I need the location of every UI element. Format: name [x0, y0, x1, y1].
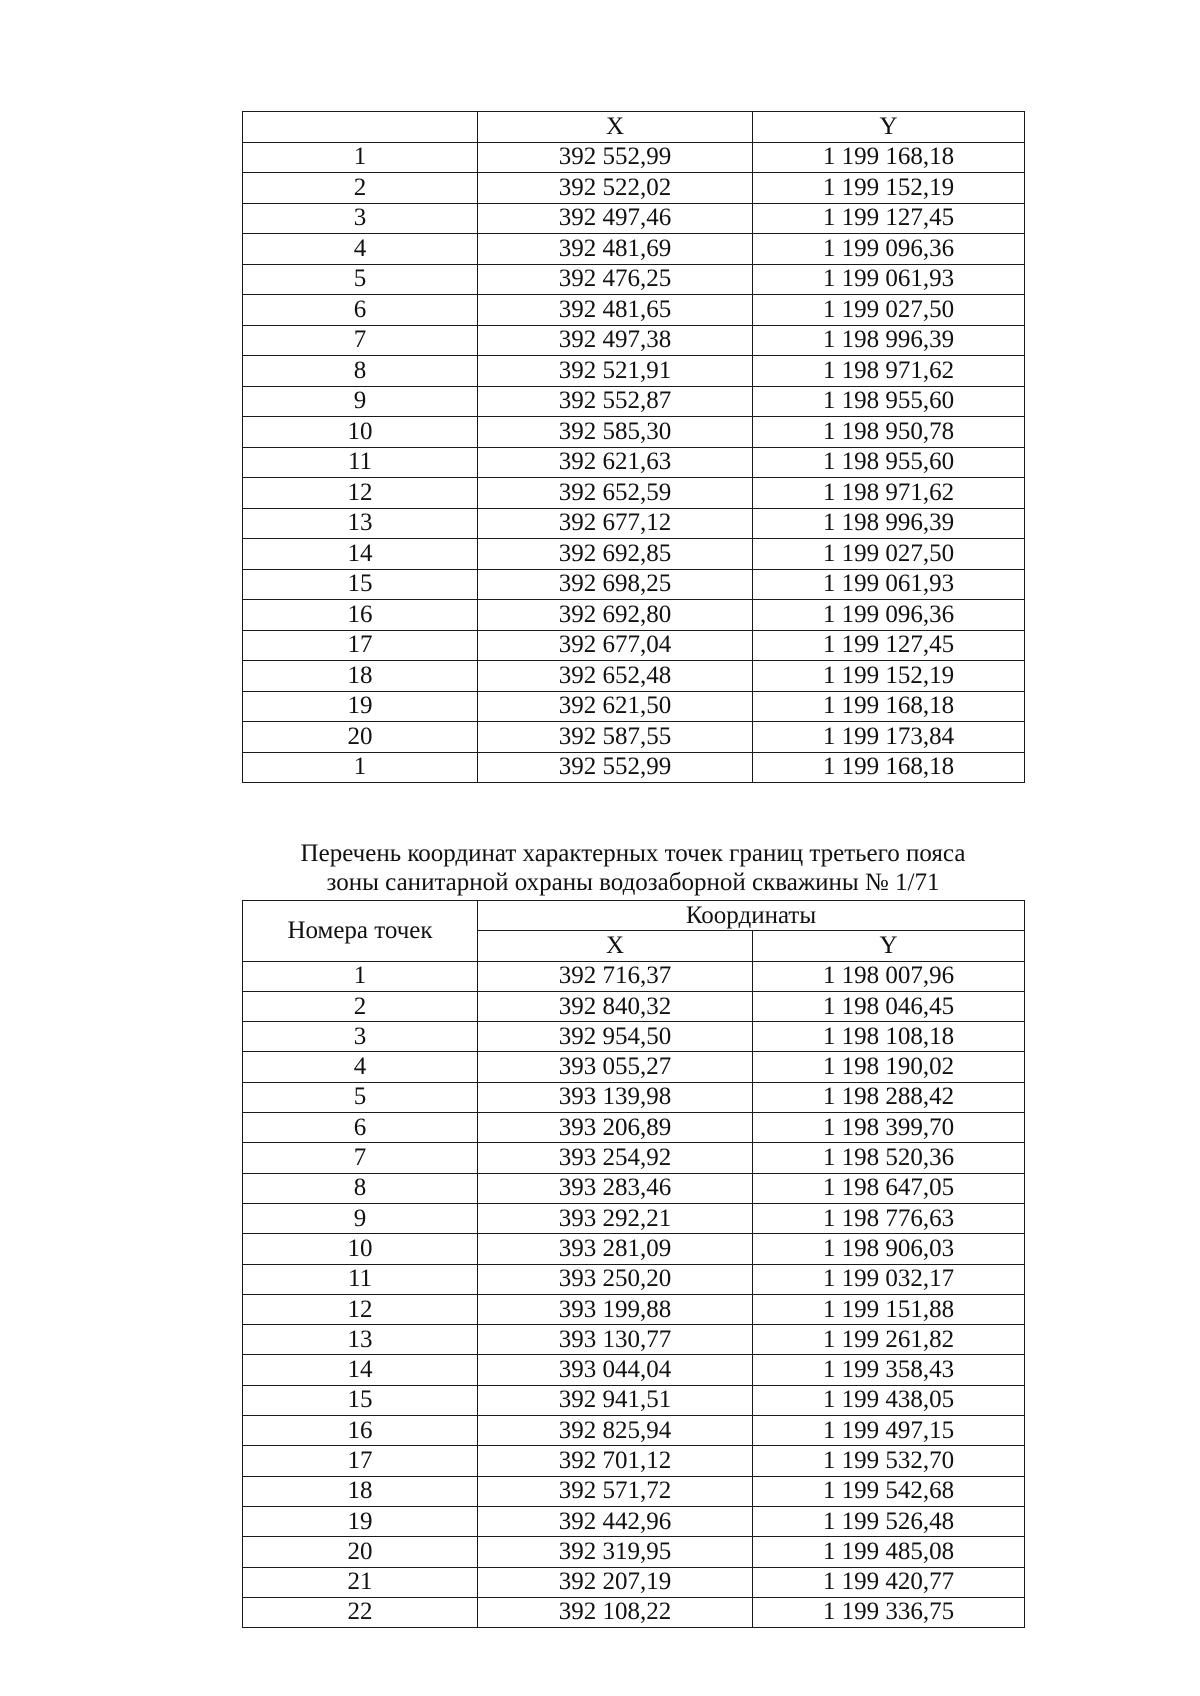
point-number-cell: 21: [243, 1567, 478, 1597]
y-coordinate-cell: 1 199 532,70: [753, 1446, 1025, 1476]
point-number-cell: 9: [243, 386, 478, 417]
point-number-cell: 1: [243, 961, 478, 991]
x-coordinate-cell: 392 585,30: [478, 417, 753, 448]
table-row: [243, 142, 1025, 173]
y-coordinate-cell: 1 199 168,18: [753, 752, 1025, 783]
y-coordinate-cell: 1 199 438,05: [753, 1385, 1025, 1415]
table-row: [243, 1082, 1025, 1112]
table-row: [243, 1022, 1025, 1052]
table-row: [243, 752, 1025, 783]
y-coordinate-cell: 1 199 127,45: [753, 203, 1025, 234]
table-row: [243, 961, 1025, 991]
table-row: [243, 691, 1025, 722]
point-number-cell: 1: [243, 752, 478, 783]
table-caption: [200, 839, 1066, 897]
x-coordinate-cell: 392 677,12: [478, 508, 753, 539]
point-number-cell: 15: [243, 1385, 478, 1415]
y-coordinate-cell: 1 198 955,60: [753, 386, 1025, 417]
y-coordinate-cell: 1 198 955,60: [753, 447, 1025, 478]
point-number-cell: 2: [243, 173, 478, 204]
header-x: X: [478, 931, 753, 961]
table-row: [243, 1143, 1025, 1173]
y-coordinate-cell: 1 198 971,62: [753, 478, 1025, 509]
x-coordinate-cell: 392 677,04: [478, 630, 753, 661]
table-row: [243, 1567, 1025, 1597]
table-row: [243, 1173, 1025, 1203]
table-row: [243, 203, 1025, 234]
x-coordinate-cell: 392 552,99: [478, 142, 753, 173]
y-coordinate-cell: 1 199 027,50: [753, 539, 1025, 570]
y-coordinate-cell: 1 199 152,19: [753, 173, 1025, 204]
point-number-cell: 16: [243, 600, 478, 631]
y-coordinate-cell: 1 199 061,93: [753, 264, 1025, 295]
point-number-cell: 14: [243, 1355, 478, 1385]
table-row: [243, 234, 1025, 265]
header-coordinates: Координаты: [478, 901, 1025, 931]
table-row: [243, 386, 1025, 417]
point-number-cell: 18: [243, 661, 478, 692]
point-number-cell: 6: [243, 1113, 478, 1143]
x-coordinate-cell: 392 571,72: [478, 1476, 753, 1506]
point-number-cell: 22: [243, 1597, 478, 1627]
y-coordinate-cell: 1 198 520,36: [753, 1143, 1025, 1173]
y-coordinate-cell: 1 198 971,62: [753, 356, 1025, 387]
table-row: [243, 264, 1025, 295]
table-row: [243, 508, 1025, 539]
point-number-cell: 4: [243, 1052, 478, 1082]
x-coordinate-cell: 392 941,51: [478, 1385, 753, 1415]
table-row: [243, 569, 1025, 600]
point-number-cell: 19: [243, 1506, 478, 1536]
table-header-row: [243, 112, 1025, 143]
table-row: [243, 991, 1025, 1021]
y-coordinate-cell: 1 198 647,05: [753, 1173, 1025, 1203]
point-number-cell: 20: [243, 1537, 478, 1567]
point-number-cell: 17: [243, 1446, 478, 1476]
y-coordinate-cell: 1 199 152,19: [753, 661, 1025, 692]
x-coordinate-cell: 393 281,09: [478, 1234, 753, 1264]
y-coordinate-cell: 1 199 526,48: [753, 1506, 1025, 1536]
x-coordinate-cell: 392 521,91: [478, 356, 753, 387]
table-row: [243, 1325, 1025, 1355]
x-coordinate-cell: 393 055,27: [478, 1052, 753, 1082]
x-coordinate-cell: 392 476,25: [478, 264, 753, 295]
y-coordinate-cell: 1 199 485,08: [753, 1537, 1025, 1567]
table-row: [243, 539, 1025, 570]
x-coordinate-cell: 392 652,48: [478, 661, 753, 692]
table-row: [243, 1203, 1025, 1233]
table-row: [243, 661, 1025, 692]
y-coordinate-cell: 1 199 358,43: [753, 1355, 1025, 1385]
table-row: [243, 600, 1025, 631]
x-coordinate-cell: 393 254,92: [478, 1143, 753, 1173]
x-coordinate-cell: 392 319,95: [478, 1537, 753, 1567]
x-coordinate-cell: 392 108,22: [478, 1597, 753, 1627]
y-coordinate-cell: 1 198 288,42: [753, 1082, 1025, 1112]
x-coordinate-cell: 392 552,87: [478, 386, 753, 417]
y-coordinate-cell: 1 199 096,36: [753, 234, 1025, 265]
table-row: [243, 478, 1025, 509]
x-coordinate-cell: 392 621,63: [478, 447, 753, 478]
table-row: [243, 1294, 1025, 1324]
y-coordinate-cell: 1 198 996,39: [753, 508, 1025, 539]
x-coordinate-cell: 393 292,21: [478, 1203, 753, 1233]
point-number-cell: 20: [243, 722, 478, 753]
x-coordinate-cell: 393 199,88: [478, 1294, 753, 1324]
x-coordinate-cell: 393 044,04: [478, 1355, 753, 1385]
header-x: X: [478, 112, 753, 143]
x-coordinate-cell: 393 130,77: [478, 1325, 753, 1355]
y-coordinate-cell: 1 199 336,75: [753, 1597, 1025, 1627]
x-coordinate-cell: 392 692,85: [478, 539, 753, 570]
point-number-cell: 14: [243, 539, 478, 570]
point-number-cell: 19: [243, 691, 478, 722]
point-number-cell: 7: [243, 325, 478, 356]
x-coordinate-cell: 392 652,59: [478, 478, 753, 509]
y-coordinate-cell: 1 199 542,68: [753, 1476, 1025, 1506]
y-coordinate-cell: 1 199 032,17: [753, 1264, 1025, 1294]
header-point-number: [243, 112, 478, 143]
point-number-cell: 10: [243, 417, 478, 448]
point-number-cell: 4: [243, 234, 478, 265]
table-row: [243, 1052, 1025, 1082]
point-number-cell: 3: [243, 203, 478, 234]
table-row: [243, 1537, 1025, 1567]
point-number-cell: 12: [243, 1294, 478, 1324]
y-coordinate-cell: 1 199 168,18: [753, 142, 1025, 173]
x-coordinate-cell: 392 207,19: [478, 1567, 753, 1597]
point-number-cell: 6: [243, 295, 478, 326]
x-coordinate-cell: 392 497,46: [478, 203, 753, 234]
x-coordinate-cell: 392 522,02: [478, 173, 753, 204]
x-coordinate-cell: 393 206,89: [478, 1113, 753, 1143]
x-coordinate-cell: 392 497,38: [478, 325, 753, 356]
table-row: [243, 1416, 1025, 1446]
table-row: [243, 325, 1025, 356]
table-row: [243, 1113, 1025, 1143]
table-row: [243, 1476, 1025, 1506]
table-row: [243, 1597, 1025, 1627]
header-point-numbers: Номера точек: [243, 901, 478, 962]
y-coordinate-cell: 1 199 127,45: [753, 630, 1025, 661]
table-row: [243, 1234, 1025, 1264]
point-number-cell: 5: [243, 1082, 478, 1112]
x-coordinate-cell: 392 442,96: [478, 1506, 753, 1536]
table-row: [243, 1506, 1025, 1536]
y-coordinate-cell: 1 198 399,70: [753, 1113, 1025, 1143]
table-row: [243, 630, 1025, 661]
table-row: [243, 722, 1025, 753]
x-coordinate-cell: 392 692,80: [478, 600, 753, 631]
coordinates-table-third-zone: [242, 900, 1025, 1628]
y-coordinate-cell: 1 199 168,18: [753, 691, 1025, 722]
point-number-cell: 15: [243, 569, 478, 600]
point-number-cell: 8: [243, 356, 478, 387]
y-coordinate-cell: 1 199 061,93: [753, 569, 1025, 600]
table-row: [243, 1446, 1025, 1476]
point-number-cell: 1: [243, 142, 478, 173]
y-coordinate-cell: 1 199 173,84: [753, 722, 1025, 753]
caption-line-1: Перечень координат характерных точек границ третьего пояса: [300, 840, 966, 867]
point-number-cell: 9: [243, 1203, 478, 1233]
table-row: [243, 447, 1025, 478]
x-coordinate-cell: 392 825,94: [478, 1416, 753, 1446]
x-coordinate-cell: 393 139,98: [478, 1082, 753, 1112]
y-coordinate-cell: 1 198 776,63: [753, 1203, 1025, 1233]
y-coordinate-cell: 1 199 151,88: [753, 1294, 1025, 1324]
x-coordinate-cell: 392 840,32: [478, 991, 753, 1021]
table-row: [243, 295, 1025, 326]
header-y: Y: [753, 112, 1025, 143]
header-y: Y: [753, 931, 1025, 961]
table-row: [243, 417, 1025, 448]
table-row: [243, 1355, 1025, 1385]
y-coordinate-cell: 1 198 996,39: [753, 325, 1025, 356]
x-coordinate-cell: 392 716,37: [478, 961, 753, 991]
point-number-cell: 17: [243, 630, 478, 661]
point-number-cell: 8: [243, 1173, 478, 1203]
y-coordinate-cell: 1 199 027,50: [753, 295, 1025, 326]
point-number-cell: 3: [243, 1022, 478, 1052]
coordinates-table-first: [242, 111, 1025, 783]
table-row: [243, 356, 1025, 387]
point-number-cell: 16: [243, 1416, 478, 1446]
x-coordinate-cell: 392 621,50: [478, 691, 753, 722]
point-number-cell: 11: [243, 447, 478, 478]
y-coordinate-cell: 1 198 906,03: [753, 1234, 1025, 1264]
point-number-cell: 18: [243, 1476, 478, 1506]
y-coordinate-cell: 1 199 420,77: [753, 1567, 1025, 1597]
x-coordinate-cell: 392 698,25: [478, 569, 753, 600]
point-number-cell: 10: [243, 1234, 478, 1264]
point-number-cell: 13: [243, 1325, 478, 1355]
x-coordinate-cell: 392 587,55: [478, 722, 753, 753]
table-row: [243, 1264, 1025, 1294]
point-number-cell: 12: [243, 478, 478, 509]
point-number-cell: 7: [243, 1143, 478, 1173]
x-coordinate-cell: 392 701,12: [478, 1446, 753, 1476]
point-number-cell: 5: [243, 264, 478, 295]
table-row: [243, 1385, 1025, 1415]
y-coordinate-cell: 1 199 497,15: [753, 1416, 1025, 1446]
y-coordinate-cell: 1 199 261,82: [753, 1325, 1025, 1355]
x-coordinate-cell: 392 481,65: [478, 295, 753, 326]
point-number-cell: 13: [243, 508, 478, 539]
x-coordinate-cell: 393 250,20: [478, 1264, 753, 1294]
y-coordinate-cell: 1 198 950,78: [753, 417, 1025, 448]
x-coordinate-cell: 392 481,69: [478, 234, 753, 265]
y-coordinate-cell: 1 199 096,36: [753, 600, 1025, 631]
point-number-cell: 2: [243, 991, 478, 1021]
table-row: [243, 173, 1025, 204]
x-coordinate-cell: 393 283,46: [478, 1173, 753, 1203]
x-coordinate-cell: 392 552,99: [478, 752, 753, 783]
point-number-cell: 11: [243, 1264, 478, 1294]
y-coordinate-cell: 1 198 007,96: [753, 961, 1025, 991]
y-coordinate-cell: 1 198 190,02: [753, 1052, 1025, 1082]
y-coordinate-cell: 1 198 108,18: [753, 1022, 1025, 1052]
table-header-row: [243, 901, 1025, 931]
y-coordinate-cell: 1 198 046,45: [753, 991, 1025, 1021]
x-coordinate-cell: 392 954,50: [478, 1022, 753, 1052]
caption-line-2: зоны санитарной охраны водозаборной скважины № 1/71: [326, 869, 940, 896]
